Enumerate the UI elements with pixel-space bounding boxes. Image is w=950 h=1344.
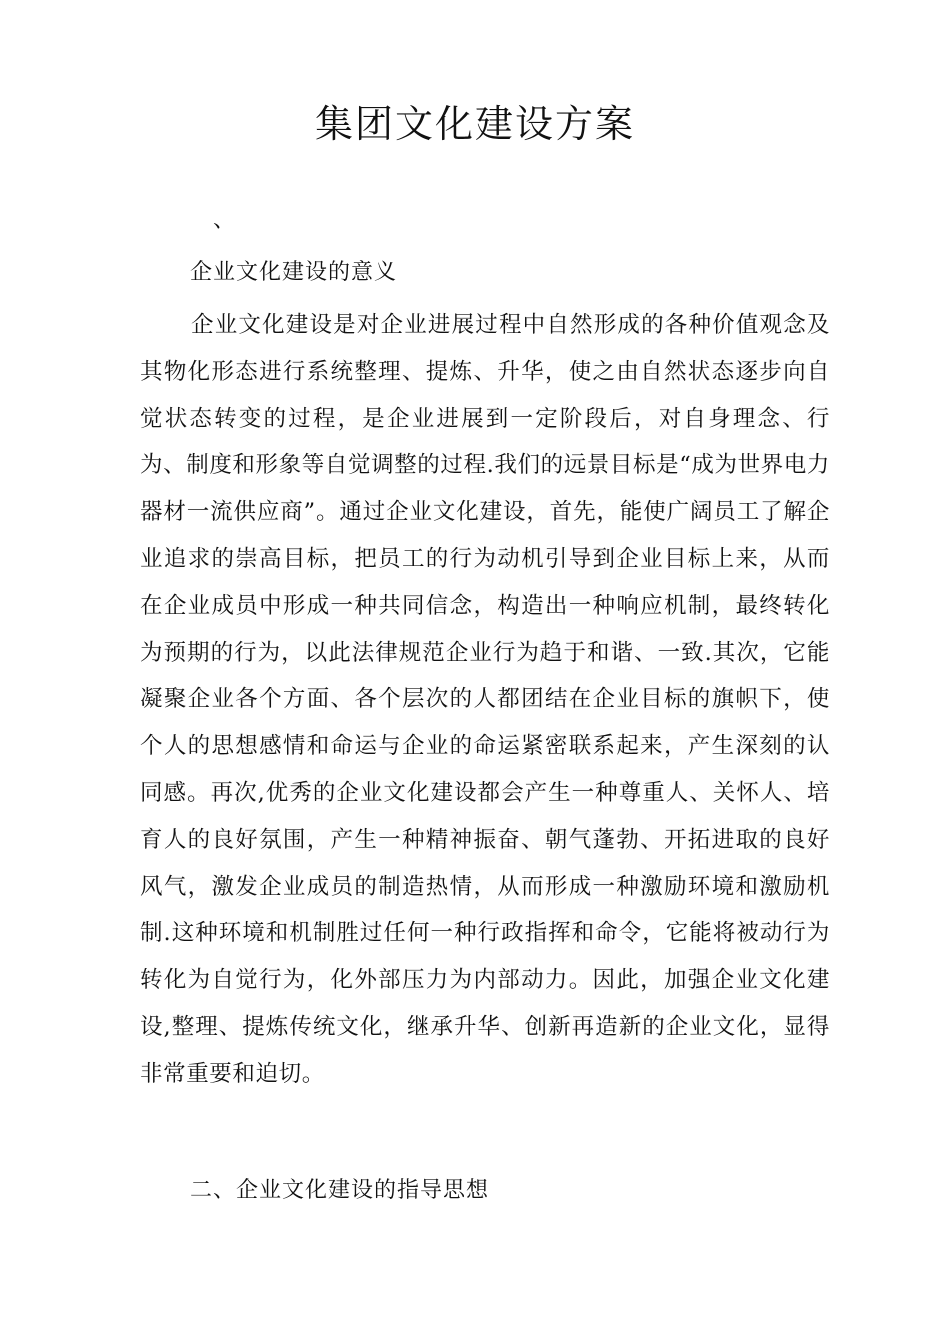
document-title: 集团文化建设方案 <box>314 102 635 146</box>
section-heading-guiding-ideology: 二、企业文化建设的指导思想 <box>190 1178 490 1203</box>
section-body-paragraph: 企业文化建设是对企业进展过程中自然形成的各种价值观念及其物化形态进行系统整理、提炼、升华，使之由自然状态逐步向自觉状态转变的过程，是企业进展到一定阶段后，对自身理念、行为、制度和形象等自觉调整的过程.我们的远景目标是“成为世界电力器材一流供应商”。通过企业文化建设，首先，能使广阔员工了解企业追求的崇高目标，把员工的行为动机引导到企业目标上来，从而在企业成员中形成一种共同信念，构造出一种响应机制，最终转化为预期的行为，以此法律规范企业行为趋于和谐、一致.其次，它能凝聚企业各个方面、各个层次的人都团结在企业目标的旗帜下，使个人的思想感情和命运与企业的命运紧密联系起来，产生深刻的认同感。再次,优秀的企业文化建设都会产生一种尊重人、关怀人、培育人的良好氛围，产生一种精神振奋、朝气蓬勃、开拓进取的良好风气，激发企业成员的制造热情，从而形成一种激励环境和激励机制.这种环境和机制胜过任何一种行政指挥和命令，它能将被动行为转化为自觉行为，化外部压力为内部动力。因此，加强企业文化建设,整理、提炼传统文化，继承升华、创新再造新的企业文化，显得非常重要和迫切。 <box>140 312 830 1087</box>
section-heading-significance: 企业文化建设的意义 <box>190 260 398 285</box>
section-enumeration-mark: 、 <box>213 208 236 233</box>
